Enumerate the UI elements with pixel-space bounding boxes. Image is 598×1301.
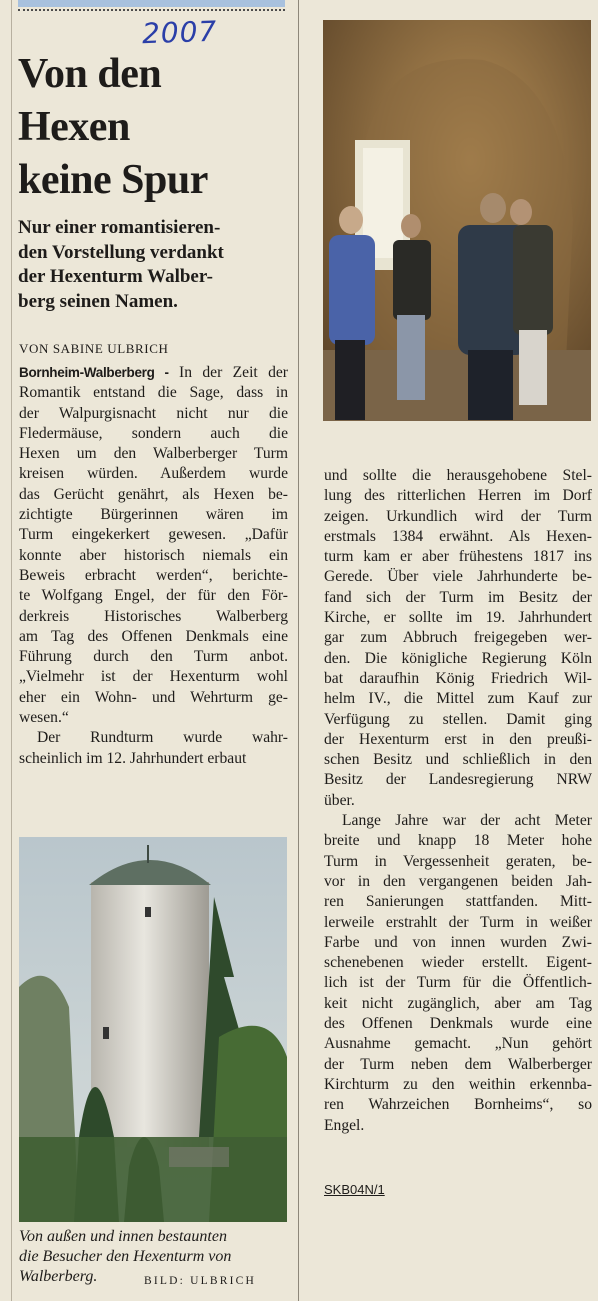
caption-line: Von außen und innen bestaunten <box>19 1228 227 1245</box>
column-rule-left <box>11 0 12 1301</box>
article-line: Lange Jahre war der acht Meter <box>342 812 592 830</box>
tower-interior-photo <box>323 20 591 421</box>
headline-line: Von den <box>18 51 162 97</box>
article-line: kreisen würden. Außerdem wurde <box>19 465 288 483</box>
article-line: Verfügung zu stellen. Damit ging <box>324 710 592 728</box>
photo-credit: BILD: ULBRICH <box>144 1275 256 1287</box>
article-line: Romantik entstand die Sage, dass in <box>19 384 288 402</box>
article-column-left <box>19 363 288 769</box>
article-line: der Hexenturm erst in den preußi- <box>324 730 592 748</box>
article-line: breite und knapp 18 Meter hohe <box>324 832 592 850</box>
article-line-text: In der Zeit der <box>168 364 288 381</box>
article-column-right <box>324 466 592 1136</box>
article-line: erstmals 1384 erwähnt. Als Hexen- <box>324 527 592 545</box>
subheadline <box>18 216 290 314</box>
article-line: das Gerücht genährt, als Hexen be- <box>19 485 288 503</box>
headline-line: keine Spur <box>18 157 208 203</box>
article-line: der Walpurgisnacht nicht nur die <box>19 404 288 422</box>
article-line: Besitz der Landesregierung NRW <box>324 771 592 789</box>
tower-exterior-photo <box>19 837 287 1222</box>
article-line: vor in den vergangenen beiden Jah- <box>324 872 592 890</box>
caption-line: die Besucher den Hexenturm von <box>19 1248 232 1265</box>
article-line: te Wolfgang Engel, der für den För- <box>19 587 288 605</box>
article-line: lerweile erstrahlt der Turm in weißer <box>324 913 592 931</box>
article-line: Engel. <box>324 1116 365 1134</box>
article-line: zeigen. Urkundlich wird der Turm <box>324 507 592 525</box>
article-line: schenebenen wieder erstellt. Eigent- <box>324 954 592 972</box>
article-line: fand sich der Turm im Besitz der <box>324 588 592 606</box>
article-line <box>19 363 288 383</box>
article-line: gar zum Abbruch freigegeben wer- <box>324 629 592 647</box>
article-line: Farbe und von innen wurden Zwi- <box>324 933 592 951</box>
byline: VON SABINE ULBRICH <box>19 341 169 356</box>
subheadline-line: Nur einer romantisieren- <box>18 217 221 238</box>
article-line: eher ein Wohn- und Wehrturm ge- <box>19 688 288 706</box>
article-line: bat daraufhin König Friedrich Wil- <box>324 669 592 687</box>
article-line: über. <box>324 791 355 809</box>
article-line: Gerede. Über viele Jahrhunderte be- <box>324 568 592 586</box>
article-line: „Vielmehr ist der Hexenturm wohl <box>19 668 288 686</box>
article-line: Fledermäuse, sondern auch die <box>19 424 288 442</box>
article-line: ren Wahrzeichen Bornheims“, so <box>324 1096 592 1114</box>
article-line: keit nicht zugänglich, aber am Tag <box>324 994 592 1012</box>
column-rule-middle <box>298 0 299 1301</box>
article-line: scheinlich im 12. Jahrhundert erbaut <box>19 749 247 767</box>
article-line: und sollte die herausgehobene Stel- <box>324 467 592 484</box>
article-line: des Offenen Denkmals wurde eine <box>324 1015 592 1033</box>
headline-line: Hexen <box>18 104 130 150</box>
article-line: Turm in Vergessenheit geraten, be- <box>324 852 592 870</box>
subheadline-line: den Vorstellung verdankt <box>18 241 224 263</box>
article-line: den. Die königliche Regierung Köln <box>324 649 592 667</box>
headline <box>18 48 288 207</box>
article-line: helm IV., die Mittel zum Kauf zur <box>324 690 592 708</box>
article-line: Hexen um den Walberberger Turm <box>19 445 288 463</box>
article-line: lich ist der Turm für die Öffentlich- <box>324 974 592 992</box>
article-line: zichtigte Bürgerinnen wären im <box>19 506 288 524</box>
article-line: derkreis Historisches Walberberg <box>19 607 288 625</box>
article-line: konnte aber historisch niemals ein <box>19 546 288 564</box>
subheadline-line: der Hexenturm Walber- <box>18 266 213 287</box>
article-line: Kirchturm zu den weithin erkennba- <box>324 1075 592 1093</box>
article-line: Führung durch den Turm anbot. <box>19 648 288 666</box>
article-line: am Tag des Offenen Denkmals eine <box>19 627 288 645</box>
dateline: Bornheim-Walberberg - <box>19 365 169 380</box>
article-line: lung des ritterlichen Herren im Dorf <box>324 487 592 505</box>
article-line: Der Rundturm wurde wahr- <box>37 729 288 747</box>
article-line: Kirche, er sollte im 19. Jahrhundert <box>324 609 592 627</box>
handwritten-year: 2007 <box>141 14 218 51</box>
article-line: Ausnahme gemacht. „Nun gehört <box>324 1035 592 1053</box>
top-dotted-rule <box>18 9 285 11</box>
caption-line: Walberberg. <box>19 1268 98 1285</box>
article-line: wesen.“ <box>19 709 69 727</box>
subheadline-line: berg seinen Namen. <box>18 290 178 312</box>
article-signature: SKB04N/1 <box>324 1182 385 1197</box>
top-color-bar <box>18 0 285 7</box>
article-line: ren Sanierungen stattfanden. Mitt- <box>324 893 592 911</box>
article-line: Beweis erbracht werden“, berichte- <box>19 566 288 584</box>
article-line: der Turm neben dem Walberberger <box>324 1055 592 1073</box>
article-line: Turm eingekerkert gewesen. „Dafür <box>19 526 288 544</box>
article-line: turm kam er aber frühestens 1817 ins <box>324 548 592 566</box>
article-line: schen Besitz und schließlich in den <box>324 751 592 769</box>
